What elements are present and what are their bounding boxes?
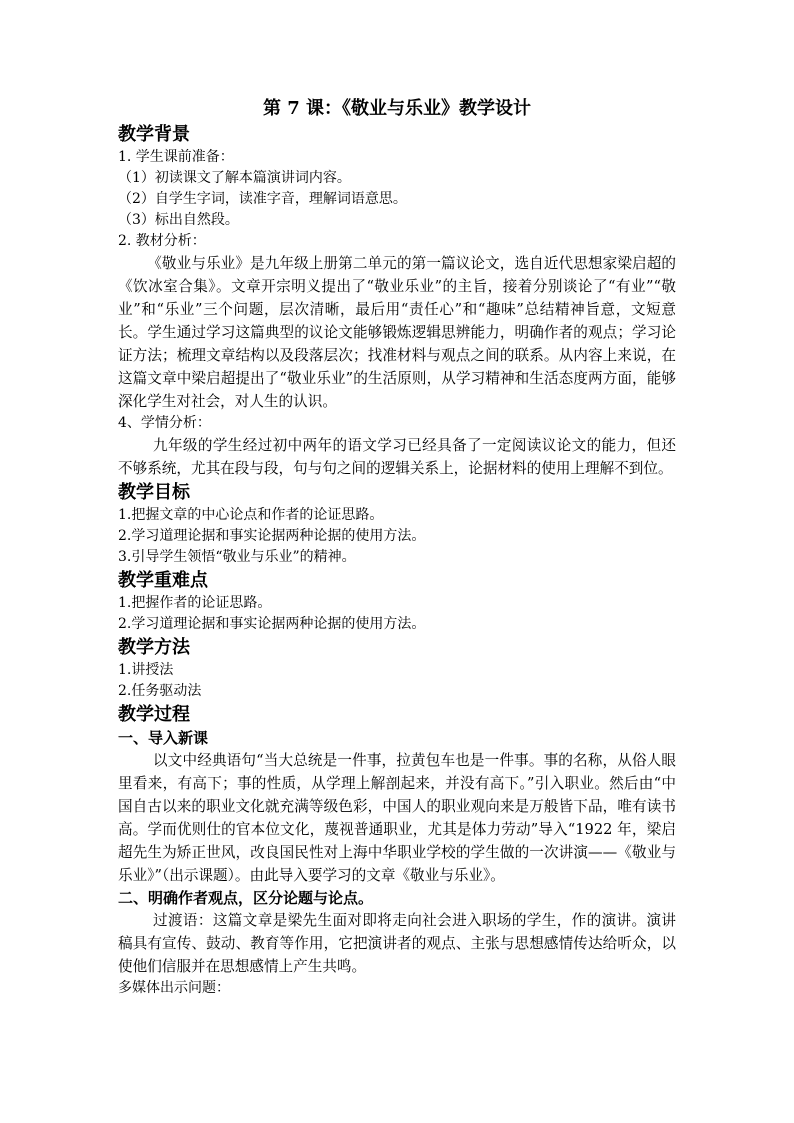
list-item: 1. 学生课前准备： <box>118 149 234 165</box>
section-heading-process: 教学过程 <box>118 704 190 725</box>
paragraph-material-analysis: 《敬业与乐业》是九年级上册第二单元的第一篇议论文，选自近代思想家梁启超的《饮冰室合集》。文章开宗明义提出了“敬业乐业”的主旨，接着分别谈论了“有业”“敬业”和“乐业”三个问题，层次清晰，最后用“责任心”和“趣味”总结精神旨意，文短意长。学生通过学习这篇典型的议论文能够锻炼逻辑思辨能力，明确作者的观点；学习论证方法；梳理文章结构以及段落层次；找准材料与观点之间的联系。从内容上来说，在这篇文章中梁启超提出了“敬业乐业”的生活原则，从学习精神和生活态度两方面，能够深化学生对社会，对人生的认识。 <box>118 255 676 410</box>
section-heading-methods: 教学方法 <box>118 637 190 658</box>
list-item: 多媒体出示问题： <box>118 980 230 996</box>
list-item: 2.学习道理论据和事实论据两种论据的使用方法。 <box>118 616 426 632</box>
section-heading-background: 教学背景 <box>118 124 190 145</box>
paragraph-intro: 以文中经典语句“当大总统是一件事，拉黄包车也是一件事。事的名称，从俗人眼里看来，有高下；事的性质，从学理上解剖起来，并没有高下。”引入职业。然后由“中国自古以来的职业文化就充满等级色彩，中国人的职业观向来是万般皆下品，唯有读书高。学而优则仕的官本位文化，蔑视普通职业，尤其是体力劳动”导入“1922 年，梁启超先生为矫正世风，改良国民性对上海中华职业学校的学生做的一次讲演——《敬业与乐业》”（出示课题）。由此导入要学习的文章《敬业与乐业》。 <box>118 752 676 884</box>
section-heading-key-points: 教学重难点 <box>118 570 208 591</box>
list-item: 2.学习道理论据和事实论据两种论据的使用方法。 <box>118 528 426 544</box>
paragraph-student-analysis: 九年级的学生经过初中两年的语文学习已经具备了一定阅读议论文的能力，但还不够系统，尤其在段与段，句与句之间的逻辑关系上，论据材料的使用上理解不到位。 <box>118 437 676 477</box>
list-item: 3.引导学生领悟“敬业与乐业”的精神。 <box>118 549 356 565</box>
document-title: 第 7 课：《敬业与乐业》教学设计 <box>262 98 532 119</box>
list-item: 1.把握作者的论证思路。 <box>118 595 272 611</box>
list-item: 1.把握文章的中心论点和作者的论证思路。 <box>118 507 384 523</box>
list-item: 1.讲授法 <box>118 662 174 678</box>
subsection-heading-viewpoint: 二、明确作者观点，区分论题与论点。 <box>118 889 374 907</box>
section-heading-goals: 教学目标 <box>118 482 190 503</box>
list-item: （1）初读课文了解本篇演讲词内容。 <box>118 170 351 186</box>
list-item: 4、学情分析： <box>118 415 211 431</box>
list-item: 2.任务驱动法 <box>118 683 202 699</box>
list-item: 2. 教材分析： <box>118 233 206 249</box>
list-item: （3）标出自然段。 <box>118 212 239 228</box>
paragraph-transition: 过渡语：这篇文章是梁先生面对即将走向社会进入职场的学生，作的演讲。演讲稿具有宣传、鼓动、教育等作用，它把演讲者的观点、主张与思想感情传达给听众，以使他们信服并在思想感情上产生共鸣。 <box>118 912 676 975</box>
document-page <box>118 96 676 999</box>
list-item: （2）自学生字词，读准字音，理解词语意思。 <box>118 191 407 207</box>
subsection-heading-intro: 一、导入新课 <box>118 729 209 747</box>
